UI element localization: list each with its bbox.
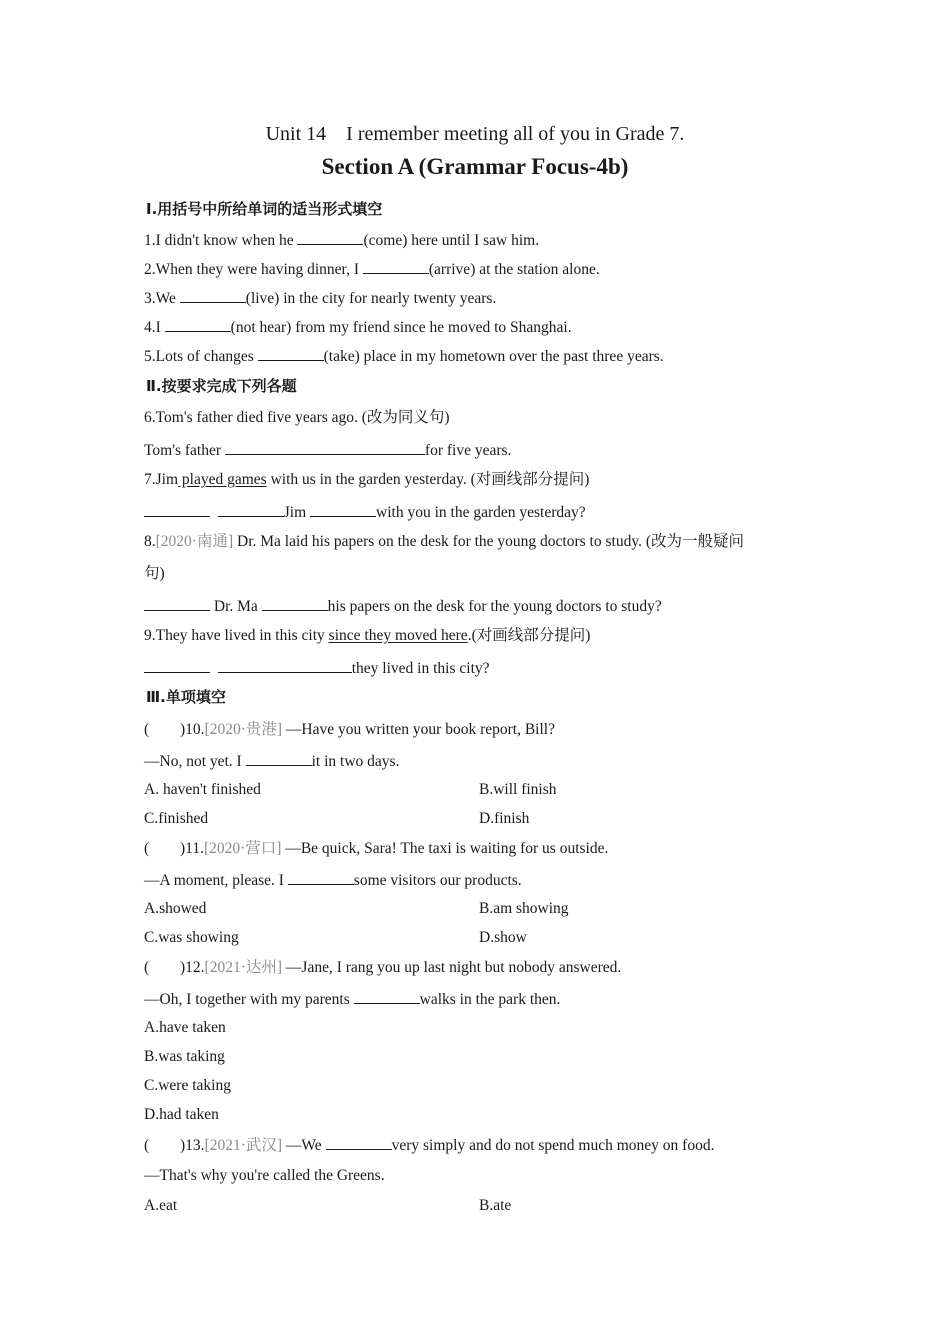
question-text: 1.I didn't know when he [144, 232, 298, 249]
reply-text: —A moment, please. I [144, 872, 288, 889]
question-source: [2020·营口] [203, 840, 282, 857]
answer-blank[interactable] [218, 658, 352, 673]
option-d[interactable]: D.had taken [144, 1106, 219, 1123]
section-title: Section A (Grammar Focus-4b) [321, 154, 629, 179]
question-source: [2021·达州] [204, 959, 283, 976]
part2-heading: Ⅱ.按要求完成下列各题 [146, 377, 297, 395]
question-text: 9.They have lived in this city [144, 627, 329, 644]
question-8-stem [144, 532, 744, 552]
answer-paren[interactable]: ( [144, 959, 150, 976]
answer-text: they lived in this city? [351, 660, 490, 677]
question-text: —Jane, I rang you up last night but nobody answered. [282, 959, 622, 976]
option-a[interactable]: A. haven't finished [144, 781, 261, 798]
question-text: (come) here until I saw him. [363, 232, 540, 249]
question-10-stem [144, 720, 555, 740]
question-2 [144, 259, 600, 280]
question-text: (arrive) at the station alone. [428, 261, 600, 278]
question-6-stem: 6.Tom's father died five years ago. (改为同义句) [144, 409, 450, 426]
option-b[interactable]: B.am showing [479, 900, 569, 917]
question-5 [144, 346, 664, 367]
question-text: —Have you written your book report, Bill? [282, 721, 555, 738]
answer-blank[interactable] [165, 317, 231, 332]
question-12-stem [144, 958, 621, 978]
reply-text: it in two days. [311, 753, 400, 770]
option-d[interactable]: D.finish [479, 810, 530, 827]
answer-text: Jim [283, 504, 311, 521]
question-9-stem [144, 626, 590, 646]
question-7-stem [144, 470, 589, 490]
question-text: 4.I [144, 319, 165, 336]
question-number: )11. [180, 840, 204, 857]
question-source: [2020·南通] [155, 533, 234, 550]
answer-blank[interactable] [310, 502, 376, 517]
question-source: [2020·贵港] [204, 721, 283, 738]
option-a[interactable]: A.showed [144, 900, 207, 917]
answer-blank[interactable] [218, 502, 284, 517]
reply-text: —Oh, I together with my parents [144, 991, 354, 1008]
question-text: (not hear) from my friend since he moved to Shanghai. [230, 319, 572, 336]
answer-blank[interactable] [297, 230, 363, 245]
question-11-stem [144, 839, 608, 859]
answer-blank[interactable] [288, 870, 354, 885]
question-text: 2.When they were having dinner, I [144, 261, 363, 278]
answer-blank[interactable] [225, 440, 425, 455]
question-13-reply: —That's why you're called the Greens. [144, 1167, 385, 1184]
question-source: [2021·武汉] [204, 1137, 283, 1154]
part1-heading: Ⅰ.用括号中所给单词的适当形式填空 [146, 200, 383, 218]
option-c[interactable]: C.was showing [144, 929, 239, 946]
option-b[interactable]: B.was taking [144, 1048, 225, 1065]
option-c[interactable]: C.were taking [144, 1077, 231, 1094]
question-10-reply [144, 751, 399, 772]
question-4 [144, 317, 572, 338]
answer-text: Dr. Ma [210, 598, 262, 615]
question-8-stem-cont: 句) [144, 565, 165, 582]
option-b[interactable]: B.will finish [479, 781, 557, 798]
underlined-phrase: since they moved here [328, 627, 468, 644]
option-a[interactable]: A.eat [144, 1197, 178, 1214]
question-text: .(对画线部分提问) [467, 627, 591, 644]
answer-suffix: for five years. [424, 442, 512, 459]
question-7-answer [144, 502, 586, 523]
option-c[interactable]: C.finished [144, 810, 209, 827]
option-b[interactable]: B.ate [479, 1197, 512, 1214]
question-text: —We [282, 1137, 326, 1154]
unit-title: Unit 14 I remember meeting all of you in Grade 7. [265, 123, 685, 145]
reply-text: walks in the park then. [419, 991, 561, 1008]
question-text: 7.Jim [144, 471, 179, 488]
reply-text: —No, not yet. I [144, 753, 246, 770]
question-text: (take) place in my hometown over the past three years. [323, 348, 664, 365]
question-12-reply [144, 989, 560, 1010]
answer-paren[interactable]: ( [144, 840, 150, 857]
question-number: 8. [144, 533, 156, 550]
answer-blank[interactable] [144, 658, 210, 673]
option-a[interactable]: A.have taken [144, 1019, 226, 1036]
question-number: )12. [180, 959, 205, 976]
answer-blank[interactable] [144, 502, 210, 517]
question-text: 5.Lots of changes [144, 348, 258, 365]
option-d[interactable]: D.show [479, 929, 527, 946]
reply-text: some visitors our products. [353, 872, 522, 889]
answer-blank[interactable] [144, 596, 210, 611]
question-8-answer [144, 596, 662, 617]
underlined-phrase: played games [178, 471, 267, 488]
question-text: very simply and do not spend much money on food. [391, 1137, 715, 1154]
question-text: Dr. Ma laid his papers on the desk for the young doctors to study. (改为一般疑问 [233, 533, 744, 550]
answer-paren[interactable]: ( [144, 1137, 150, 1154]
answer-blank[interactable] [258, 346, 324, 361]
question-6-answer [144, 440, 511, 461]
answer-blank[interactable] [354, 989, 420, 1004]
question-number: )13. [180, 1137, 205, 1154]
answer-text: with you in the garden yesterday? [376, 504, 586, 521]
answer-prefix: Tom's father [144, 442, 225, 459]
question-13-stem [144, 1135, 714, 1156]
answer-blank[interactable] [363, 259, 429, 274]
question-9-answer [144, 658, 490, 679]
answer-paren[interactable]: ( [144, 721, 150, 738]
answer-text: his papers on the desk for the young doctors to study? [327, 598, 662, 615]
answer-blank[interactable] [246, 751, 312, 766]
question-text: with us in the garden yesterday. (对画线部分提问) [266, 471, 590, 488]
question-text: —Be quick, Sara! The taxi is waiting for us outside. [281, 840, 609, 857]
question-3 [144, 288, 496, 309]
answer-blank[interactable] [180, 288, 246, 303]
question-11-reply [144, 870, 522, 891]
question-text: (live) in the city for nearly twenty years. [245, 290, 497, 307]
question-1 [144, 230, 539, 251]
question-number: )10. [180, 721, 205, 738]
part3-heading: Ⅲ.单项填空 [146, 688, 226, 706]
question-text: 3.We [144, 290, 180, 307]
answer-blank[interactable] [326, 1135, 392, 1150]
answer-blank[interactable] [262, 596, 328, 611]
